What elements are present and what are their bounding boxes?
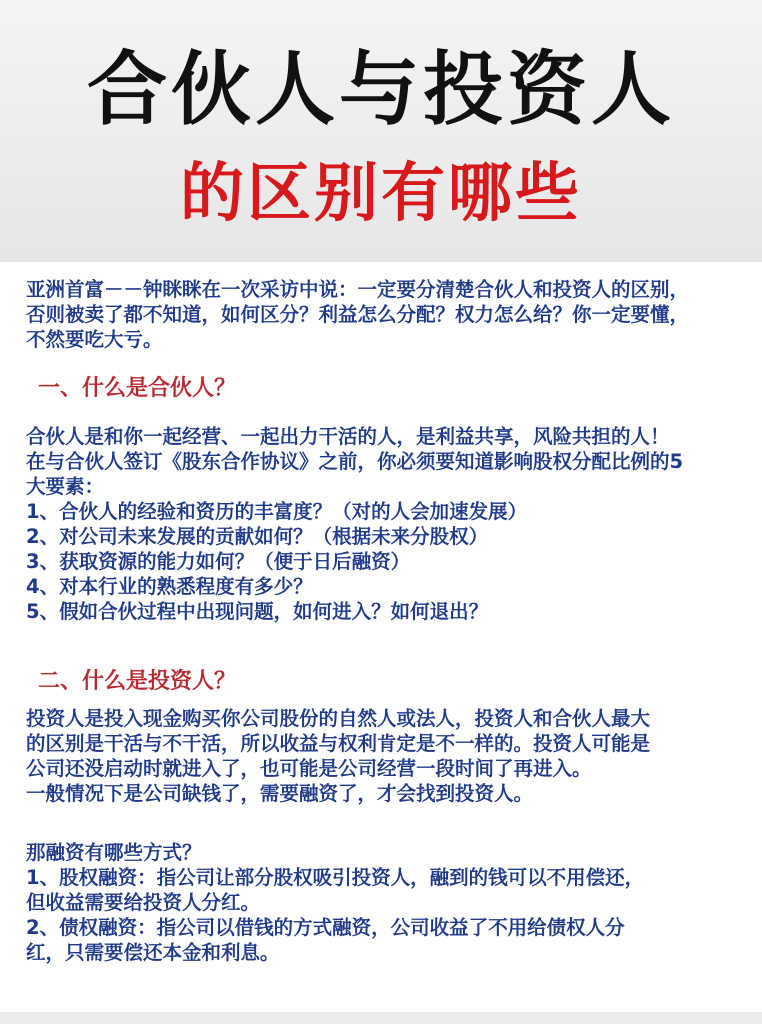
text-line: 否则被卖了都不知道，如何区分？利益怎么分配？权力怎么给？你一定要懂， bbox=[26, 303, 690, 326]
list-item: 3、获取资源的能力如何？（便于日后融资） bbox=[26, 550, 411, 573]
text-line: 但收益需要给投资人分红。 bbox=[26, 891, 261, 914]
intro-paragraph bbox=[26, 277, 746, 352]
text-line: 那融资有哪些方式？ bbox=[26, 841, 202, 864]
list-item: 2、对公司未来发展的贡献如何？（根据未来分股权） bbox=[26, 525, 489, 548]
list-item: 5、假如合伙过程中出现问题，如何进入？如何退出？ bbox=[26, 600, 489, 623]
text-line: 的区别是干活与不干活，所以收益与权利肯定是不一样的。投资人可能是 bbox=[26, 732, 651, 755]
text-line: 大要素： bbox=[26, 475, 105, 498]
text-line: 不然要吃大亏。 bbox=[26, 328, 163, 351]
list-item: 4、对本行业的熟悉程度有多少？ bbox=[26, 575, 313, 598]
list-item: 2、债权融资：指公司以借钱的方式融资，公司收益了不用给债权人分 bbox=[26, 916, 625, 939]
page-subtitle: 的区别有哪些 bbox=[180, 157, 582, 231]
text-line: 合伙人是和你一起经营、一起出力干活的人，是利益共享，风险共担的人！ bbox=[26, 425, 670, 448]
text-line: 红，只需要偿还本金和利息。 bbox=[26, 941, 280, 964]
partner-paragraph bbox=[26, 424, 746, 624]
text-line: 公司还没启动时就进入了，也可能是公司经营一段时间了再进入。 bbox=[26, 757, 592, 780]
title-banner bbox=[0, 0, 762, 262]
text-line: 在与合伙人签订《股东合作协议》之前，你必须要知道影响股权分配比例的5 bbox=[26, 450, 684, 473]
page-title: 合伙人与投资人 bbox=[87, 43, 675, 136]
list-item: 1、股权融资：指公司让部分股权吸引投资人，融到的钱可以不用偿还， bbox=[26, 866, 645, 889]
section-heading-partner: 一、什么是合伙人？ bbox=[38, 376, 237, 401]
text-line: 投资人是投入现金购买你公司股份的自然人或法人，投资人和合伙人最大 bbox=[26, 707, 651, 730]
list-item: 1、合伙人的经验和资历的丰富度？（对的人会加速发展） bbox=[26, 500, 528, 523]
section-heading-investor: 二、什么是投资人？ bbox=[38, 669, 237, 694]
investor-paragraph bbox=[26, 706, 746, 806]
bottom-strip bbox=[0, 1012, 762, 1024]
text-line: 一般情况下是公司缺钱了，需要融资了，才会找到投资人。 bbox=[26, 782, 534, 805]
financing-paragraph bbox=[26, 840, 746, 965]
text-line: 亚洲首富－－钟眯眯在一次采访中说：一定要分清楚合伙人和投资人的区别， bbox=[26, 278, 690, 301]
